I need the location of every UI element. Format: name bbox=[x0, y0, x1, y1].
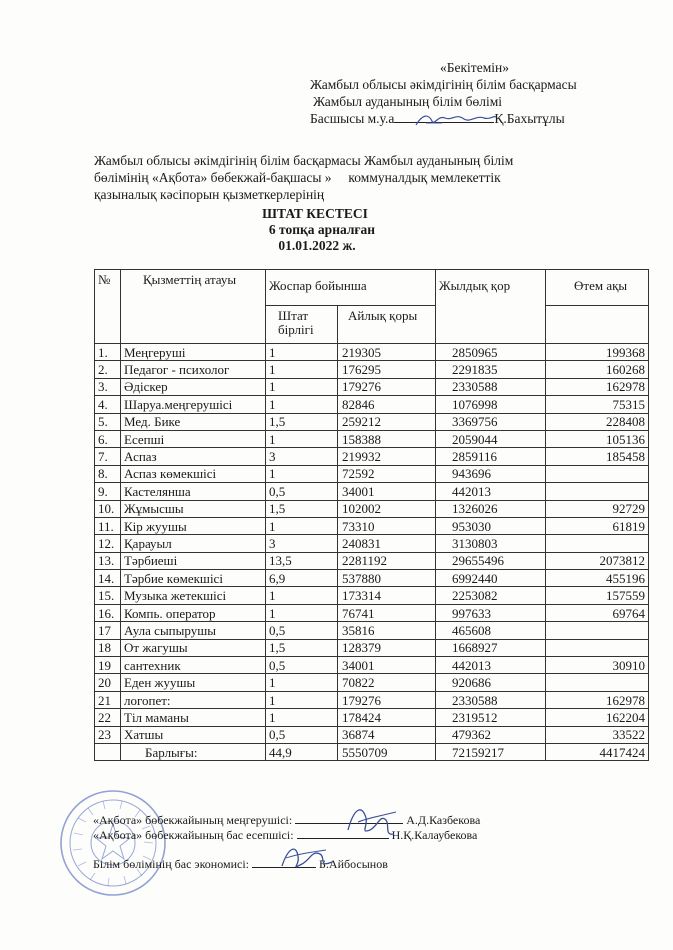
row-staff-units: 1 bbox=[266, 517, 338, 534]
row-number: 20 bbox=[95, 674, 121, 691]
row-staff-units: 1,5 bbox=[266, 639, 338, 656]
table-row bbox=[95, 344, 649, 361]
row-monthly-fund: 219932 bbox=[338, 448, 436, 465]
row-position-name: Аспаз bbox=[121, 448, 266, 465]
row-number: 12. bbox=[95, 535, 121, 552]
row-staff-units: 13,5 bbox=[266, 552, 338, 569]
row-staff-units: 6,9 bbox=[266, 570, 338, 587]
row-staff-units: 1 bbox=[266, 430, 338, 447]
table-row bbox=[95, 587, 649, 604]
document-subtitle: 6 топқа арналған bbox=[268, 222, 376, 237]
row-position-name: Қарауыл bbox=[121, 535, 266, 552]
row-compensation: 2073812 bbox=[546, 552, 649, 569]
total-number-blank bbox=[95, 743, 121, 760]
row-annual-fund: 3130803 bbox=[436, 535, 546, 552]
row-monthly-fund: 34001 bbox=[338, 483, 436, 500]
row-annual-fund: 2059044 bbox=[436, 430, 546, 447]
table-row bbox=[95, 448, 649, 465]
row-annual-fund: 1076998 bbox=[436, 396, 546, 413]
row-position-name: Педагог - психолог bbox=[121, 361, 266, 378]
row-compensation: 228408 bbox=[546, 413, 649, 430]
row-position-name: Кастелянша bbox=[121, 483, 266, 500]
row-number: 11. bbox=[95, 517, 121, 534]
row-position-name: логопет: bbox=[121, 691, 266, 708]
row-position-name: От жагушы bbox=[121, 639, 266, 656]
row-annual-fund: 3369756 bbox=[436, 413, 546, 430]
row-annual-fund: 2850965 bbox=[436, 344, 546, 361]
row-staff-units: 0,5 bbox=[266, 622, 338, 639]
row-annual-fund: 6992440 bbox=[436, 570, 546, 587]
row-compensation: 69764 bbox=[546, 604, 649, 621]
total-compensation: 4417424 bbox=[546, 743, 649, 760]
row-compensation: 92729 bbox=[546, 500, 649, 517]
header-plan: Жоспар бойынша bbox=[266, 270, 436, 306]
row-position-name: Компь. оператор bbox=[121, 604, 266, 621]
row-compensation: 199368 bbox=[546, 344, 649, 361]
row-position-name: Әдіскер bbox=[121, 378, 266, 395]
row-compensation bbox=[546, 465, 649, 482]
row-compensation bbox=[546, 674, 649, 691]
row-annual-fund: 997633 bbox=[436, 604, 546, 621]
row-compensation bbox=[546, 639, 649, 656]
approval-caption: «Бекітемін» bbox=[440, 60, 509, 75]
table-row bbox=[95, 691, 649, 708]
row-position-name: Еден жуушы bbox=[121, 674, 266, 691]
row-monthly-fund: 72592 bbox=[338, 465, 436, 482]
head-label: «Ақбота» бөбекжайының меңгерушісі: bbox=[93, 813, 293, 827]
header-compensation-blank bbox=[546, 306, 649, 344]
accountant-label: «Ақбота» бөбекжайының бас есепшісі: bbox=[93, 828, 294, 842]
row-monthly-fund: 537880 bbox=[338, 570, 436, 587]
row-monthly-fund: 173314 bbox=[338, 587, 436, 604]
row-number: 13. bbox=[95, 552, 121, 569]
row-monthly-fund: 34001 bbox=[338, 657, 436, 674]
row-position-name: Тәрбие көмекшісі bbox=[121, 570, 266, 587]
header-annual-fund: Жылдық қор bbox=[436, 270, 546, 344]
row-number: 14. bbox=[95, 570, 121, 587]
row-staff-units: 0,5 bbox=[266, 726, 338, 743]
row-monthly-fund: 179276 bbox=[338, 378, 436, 395]
row-staff-units: 1 bbox=[266, 361, 338, 378]
table-row bbox=[95, 413, 649, 430]
row-annual-fund: 2319512 bbox=[436, 709, 546, 726]
row-annual-fund: 442013 bbox=[436, 657, 546, 674]
row-monthly-fund: 82846 bbox=[338, 396, 436, 413]
table-row bbox=[95, 396, 649, 413]
row-compensation bbox=[546, 622, 649, 639]
row-compensation: 30910 bbox=[546, 657, 649, 674]
row-compensation: 455196 bbox=[546, 570, 649, 587]
table-row bbox=[95, 639, 649, 656]
row-position-name: Аула сыпырушы bbox=[121, 622, 266, 639]
intro-line-1: Жамбыл облысы әкімдігінің білім басқармасы Жамбыл ауданының білім bbox=[94, 153, 514, 168]
accountant-name: Н.Қ.Калаубекова bbox=[391, 828, 478, 842]
row-staff-units: 1 bbox=[266, 344, 338, 361]
total-row bbox=[95, 743, 649, 760]
row-monthly-fund: 158388 bbox=[338, 430, 436, 447]
intro-line-2: бөлімінің «Ақбота» бөбекжай-бақшасы » коммуналдық мемлекеттік bbox=[94, 170, 501, 185]
row-compensation: 157559 bbox=[546, 587, 649, 604]
row-staff-units: 0,5 bbox=[266, 483, 338, 500]
table-row bbox=[95, 674, 649, 691]
row-annual-fund: 943696 bbox=[436, 465, 546, 482]
approval-position: Басшысы м.у.а bbox=[310, 111, 395, 126]
row-position-name: Хатшы bbox=[121, 726, 266, 743]
row-compensation bbox=[546, 535, 649, 552]
table-row bbox=[95, 535, 649, 552]
row-annual-fund: 2330588 bbox=[436, 378, 546, 395]
approval-signer-name: Қ.Бахытұлы bbox=[494, 111, 565, 126]
row-position-name: Шаруа.меңгерушісі bbox=[121, 396, 266, 413]
row-monthly-fund: 36874 bbox=[338, 726, 436, 743]
row-number: 19 bbox=[95, 657, 121, 674]
row-position-name: Кір жуушы bbox=[121, 517, 266, 534]
row-position-name: сантехник bbox=[121, 657, 266, 674]
row-monthly-fund: 70822 bbox=[338, 674, 436, 691]
table-row bbox=[95, 604, 649, 621]
table-row bbox=[95, 378, 649, 395]
table-row bbox=[95, 465, 649, 482]
row-number: 21 bbox=[95, 691, 121, 708]
row-compensation: 75315 bbox=[546, 396, 649, 413]
row-annual-fund: 953030 bbox=[436, 517, 546, 534]
head-signature bbox=[340, 800, 400, 846]
economist-name: Б.Айбосынов bbox=[319, 857, 388, 871]
row-monthly-fund: 128379 bbox=[338, 639, 436, 656]
total-staff-units: 44,9 bbox=[266, 743, 338, 760]
row-annual-fund: 920686 bbox=[436, 674, 546, 691]
row-number: 6. bbox=[95, 430, 121, 447]
row-number: 5. bbox=[95, 413, 121, 430]
approval-signature bbox=[412, 109, 498, 131]
row-compensation: 61819 bbox=[546, 517, 649, 534]
row-compensation: 160268 bbox=[546, 361, 649, 378]
row-monthly-fund: 76741 bbox=[338, 604, 436, 621]
row-annual-fund: 29655496 bbox=[436, 552, 546, 569]
row-annual-fund: 1668927 bbox=[436, 639, 546, 656]
row-staff-units: 0,5 bbox=[266, 657, 338, 674]
row-position-name: Аспаз көмекшісі bbox=[121, 465, 266, 482]
row-compensation: 33522 bbox=[546, 726, 649, 743]
row-monthly-fund: 35816 bbox=[338, 622, 436, 639]
row-number: 9. bbox=[95, 483, 121, 500]
row-position-name: Меңгеруші bbox=[121, 344, 266, 361]
row-number: 22 bbox=[95, 709, 121, 726]
row-staff-units: 1 bbox=[266, 378, 338, 395]
table-row bbox=[95, 483, 649, 500]
row-compensation: 162204 bbox=[546, 709, 649, 726]
economist-label: Білім бөлімінің бас экономисі: bbox=[93, 857, 250, 871]
row-annual-fund: 2291835 bbox=[436, 361, 546, 378]
header-row-1 bbox=[95, 270, 649, 306]
intro-line-3: қазыналық кәсіпорын қызметкерлерінің bbox=[94, 187, 325, 202]
row-staff-units: 1 bbox=[266, 674, 338, 691]
row-staff-units: 1 bbox=[266, 465, 338, 482]
row-staff-units: 1 bbox=[266, 587, 338, 604]
table-row bbox=[95, 552, 649, 569]
row-number: 18 bbox=[95, 639, 121, 656]
document-title: ШТАТ КЕСТЕСІ bbox=[262, 206, 368, 221]
organization-seal bbox=[58, 788, 168, 898]
row-monthly-fund: 179276 bbox=[338, 691, 436, 708]
table-row bbox=[95, 657, 649, 674]
row-compensation bbox=[546, 483, 649, 500]
row-number: 15. bbox=[95, 587, 121, 604]
row-compensation: 162978 bbox=[546, 691, 649, 708]
table-row bbox=[95, 517, 649, 534]
document-date: 01.01.2022 ж. bbox=[278, 238, 356, 253]
row-position-name: Тіл маманы bbox=[121, 709, 266, 726]
header-number: № bbox=[95, 270, 121, 344]
row-monthly-fund: 102002 bbox=[338, 500, 436, 517]
row-monthly-fund: 176295 bbox=[338, 361, 436, 378]
row-annual-fund: 1326026 bbox=[436, 500, 546, 517]
row-number: 7. bbox=[95, 448, 121, 465]
row-annual-fund: 442013 bbox=[436, 483, 546, 500]
total-annual-fund: 72159217 bbox=[436, 743, 546, 760]
header-monthly-fund: Айлық қоры bbox=[338, 306, 436, 344]
row-annual-fund: 465608 bbox=[436, 622, 546, 639]
row-number: 16. bbox=[95, 604, 121, 621]
row-staff-units: 3 bbox=[266, 448, 338, 465]
row-monthly-fund: 240831 bbox=[338, 535, 436, 552]
document-title-block bbox=[230, 206, 400, 254]
row-position-name: Тәрбиеші bbox=[121, 552, 266, 569]
row-position-name: Жұмысшы bbox=[121, 500, 266, 517]
row-number: 4. bbox=[95, 396, 121, 413]
staff-table bbox=[94, 269, 649, 761]
row-staff-units: 1,5 bbox=[266, 413, 338, 430]
header-position-name: Қызметтің атауы bbox=[121, 270, 266, 344]
total-label: Барлығы: bbox=[121, 743, 266, 760]
row-staff-units: 1 bbox=[266, 691, 338, 708]
approval-line-1: Жамбыл облысы әкімдігінің білім басқармасы bbox=[310, 77, 577, 92]
row-staff-units: 1 bbox=[266, 396, 338, 413]
row-annual-fund: 2253082 bbox=[436, 587, 546, 604]
row-staff-units: 1 bbox=[266, 604, 338, 621]
row-number: 10. bbox=[95, 500, 121, 517]
row-monthly-fund: 259212 bbox=[338, 413, 436, 430]
row-monthly-fund: 73310 bbox=[338, 517, 436, 534]
row-annual-fund: 479362 bbox=[436, 726, 546, 743]
row-number: 2. bbox=[95, 361, 121, 378]
row-number: 17 bbox=[95, 622, 121, 639]
table-row bbox=[95, 430, 649, 447]
row-staff-units: 3 bbox=[266, 535, 338, 552]
row-compensation: 185458 bbox=[546, 448, 649, 465]
row-compensation: 162978 bbox=[546, 378, 649, 395]
table-row bbox=[95, 726, 649, 743]
row-number: 23 bbox=[95, 726, 121, 743]
table-row bbox=[95, 570, 649, 587]
document-intro bbox=[94, 152, 614, 203]
table-row bbox=[95, 500, 649, 517]
table-row bbox=[95, 361, 649, 378]
header-compensation: Өтем ақы bbox=[546, 270, 649, 306]
row-compensation: 105136 bbox=[546, 430, 649, 447]
header-staff-units: Штат бірлігі bbox=[266, 306, 338, 344]
row-monthly-fund: 178424 bbox=[338, 709, 436, 726]
economist-signature bbox=[276, 838, 336, 878]
table-row bbox=[95, 709, 649, 726]
total-monthly-fund: 5550709 bbox=[338, 743, 436, 760]
row-annual-fund: 2330588 bbox=[436, 691, 546, 708]
row-monthly-fund: 2281192 bbox=[338, 552, 436, 569]
table-row bbox=[95, 622, 649, 639]
row-number: 1. bbox=[95, 344, 121, 361]
row-number: 8. bbox=[95, 465, 121, 482]
row-staff-units: 1,5 bbox=[266, 500, 338, 517]
row-position-name: Мед. Бике bbox=[121, 413, 266, 430]
approval-line-2: Жамбыл ауданының білім бөлімі bbox=[313, 94, 503, 109]
row-position-name: Есепші bbox=[121, 430, 266, 447]
row-number: 3. bbox=[95, 378, 121, 395]
head-name: А.Д.Казбекова bbox=[406, 813, 481, 827]
row-annual-fund: 2859116 bbox=[436, 448, 546, 465]
row-position-name: Музыка жетекшісі bbox=[121, 587, 266, 604]
row-monthly-fund: 219305 bbox=[338, 344, 436, 361]
row-staff-units: 1 bbox=[266, 709, 338, 726]
footer-line-1 bbox=[93, 813, 573, 828]
